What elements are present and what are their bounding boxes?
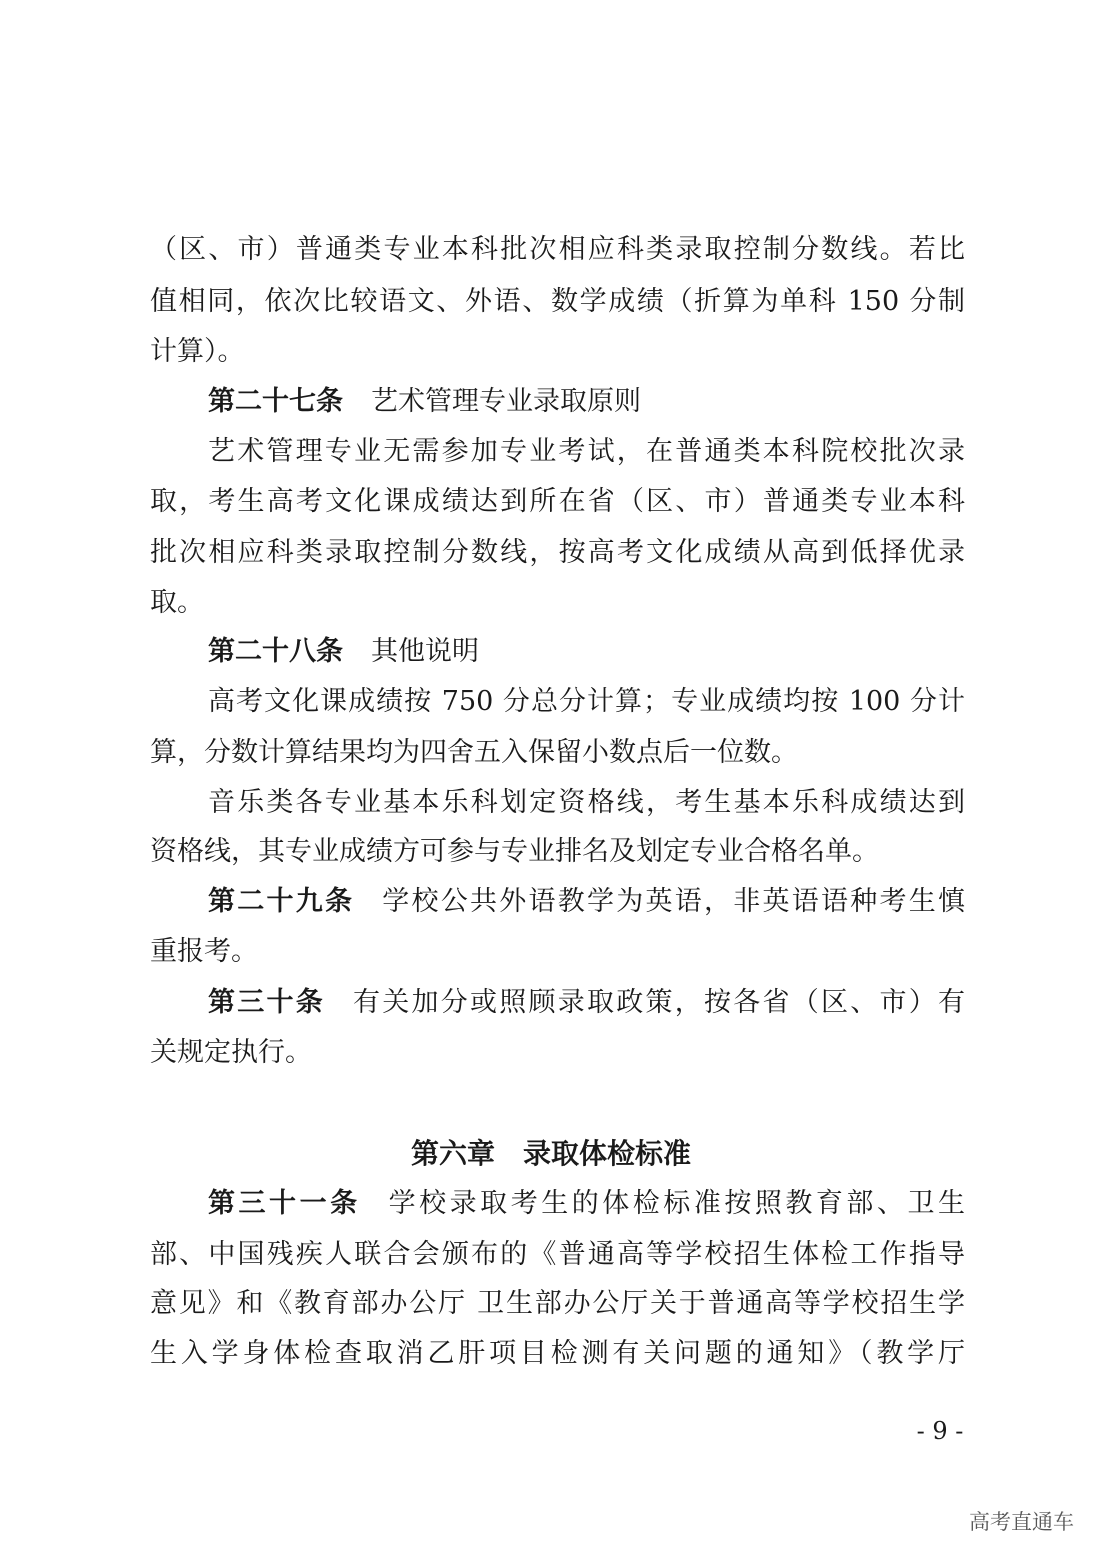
text-line: 艺术管理专业无需参加专业考试，在普通类本科院校批次录 bbox=[208, 436, 965, 467]
watermark: 高考直通车 bbox=[969, 1510, 1074, 1534]
article-title: 艺术管理专业录取原则 bbox=[371, 386, 641, 417]
text-line: 高考文化课成绩按 750 分总分计算；专业成绩均按 100 分计 bbox=[208, 686, 965, 717]
text-line: 生入学身体检查取消乙肝项目检测有关问题的通知》（教学厅 bbox=[150, 1338, 965, 1369]
article-title: 其他说明 bbox=[371, 636, 479, 667]
text-line: 意见》和《教育部办公厅 卫生部办公厅关于普通高等学校招生学 bbox=[150, 1288, 965, 1319]
article-text: 学校公共外语教学为英语，非英语语种考生慎 bbox=[382, 886, 965, 917]
article-27-heading bbox=[208, 384, 965, 420]
article-28-heading bbox=[208, 634, 965, 670]
text-line: 关规定执行。 bbox=[150, 1037, 312, 1068]
article-number: 第二十九条 bbox=[208, 886, 355, 917]
article-29 bbox=[208, 884, 965, 920]
text-line: （区、市）普通类专业本科批次相应科类录取控制分数线。若比 bbox=[150, 234, 965, 265]
text-line: 取，考生高考文化课成绩达到所在省（区、市）普通类专业本科 bbox=[150, 486, 965, 517]
article-number: 第三十一条 bbox=[208, 1188, 361, 1219]
chapter-number: 第六章 bbox=[410, 1137, 495, 1170]
text-line: 重报考。 bbox=[150, 936, 258, 967]
article-number: 第二十七条 bbox=[208, 386, 343, 417]
chapter-heading bbox=[0, 1136, 1102, 1172]
page-number: - 9 - bbox=[916, 1417, 964, 1445]
text-line: 资格线，其专业成绩方可参与专业排名及划定专业合格名单。 bbox=[150, 836, 879, 867]
article-31 bbox=[208, 1186, 965, 1222]
text-line: 计算）。 bbox=[150, 336, 245, 367]
text-line: 算，分数计算结果均为四舍五入保留小数点后一位数。 bbox=[150, 737, 798, 768]
text-line: 取。 bbox=[150, 587, 204, 618]
text-line: 值相同，依次比较语文、外语、数学成绩（折算为单科 150 分制 bbox=[150, 286, 965, 317]
article-number: 第二十八条 bbox=[208, 636, 343, 667]
text-line: 批次相应科类录取控制分数线，按高考文化成绩从高到低择优录 bbox=[150, 537, 965, 568]
text-line: 音乐类各专业基本乐科划定资格线，考生基本乐科成绩达到 bbox=[208, 787, 965, 818]
article-number: 第三十条 bbox=[208, 987, 325, 1018]
article-text: 学校录取考生的体检标准按照教育部、卫生 bbox=[388, 1188, 965, 1219]
article-30 bbox=[208, 985, 965, 1021]
chapter-title: 录取体检标准 bbox=[523, 1137, 692, 1170]
text-line: 部、中国残疾人联合会颁布的《普通高等学校招生体检工作指导 bbox=[150, 1239, 965, 1270]
article-text: 有关加分或照顾录取政策，按各省（区、市）有 bbox=[353, 987, 965, 1018]
